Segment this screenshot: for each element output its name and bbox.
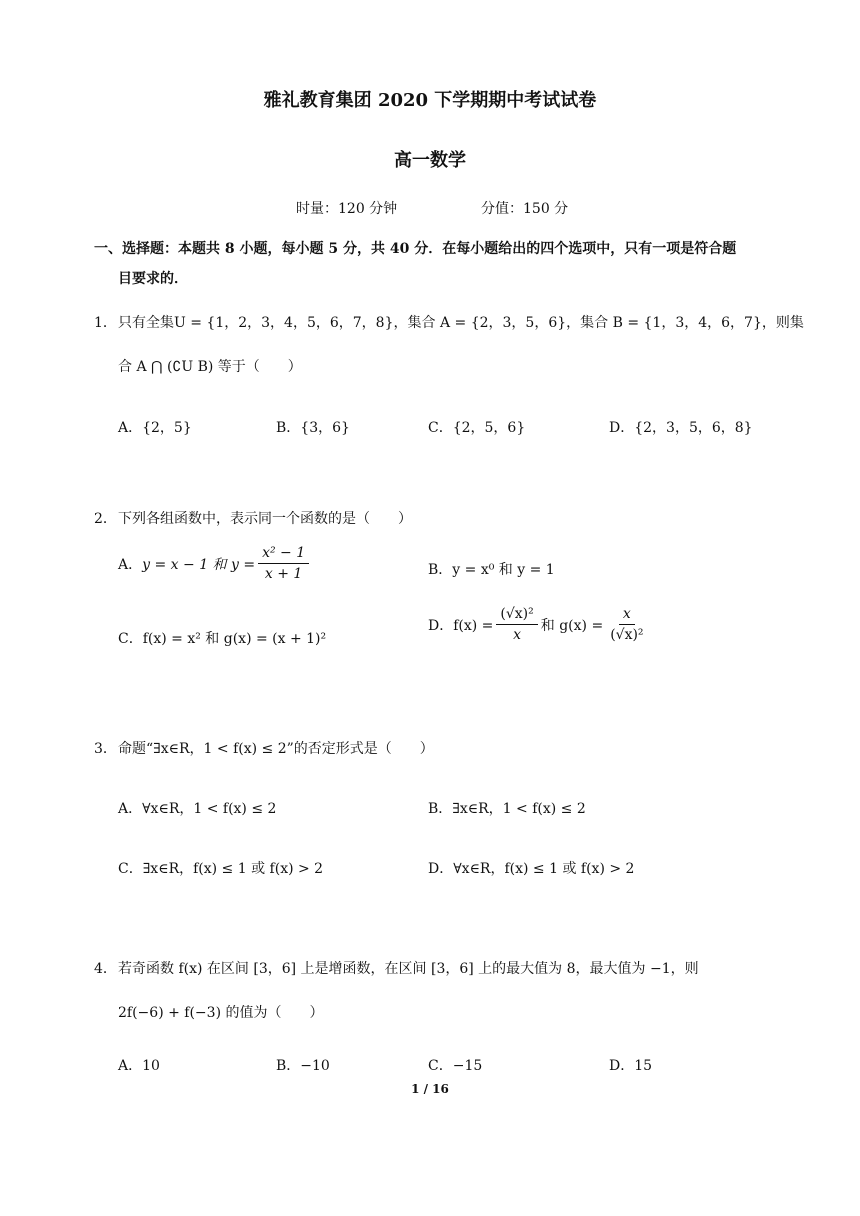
fraction [258,545,309,582]
fraction-denominator: (√x)² [610,627,644,643]
option-b: B．{3，6} [276,420,350,436]
option-d: D．{2，3，5，6，8} [609,420,753,436]
option-d: D．15 [609,1058,653,1074]
question-number: 4． [94,961,117,977]
question-stem: 下列各组函数中，表示同一个函数的是（ ） [118,511,412,527]
option-label: A． [118,556,143,573]
option-c: C．f(x) = x² 和 g(x) = (x + 1)² [118,631,327,647]
fraction-denominator: x [513,627,522,643]
option-b: B．−10 [276,1058,330,1074]
question-stem-line2: 合 A ⋂ (∁U B) 等于（ ） [118,359,302,375]
option-expression-middle: 和 g(x) = [540,617,604,634]
option-a: A．{2，5} [118,420,192,436]
question-number: 1． [94,315,117,331]
option-d [428,606,651,643]
exam-title: 雅礼教育集团 2020 下学期期中考试试卷 [263,90,597,111]
option-a [118,545,312,582]
question-stem-line2: 2f(−6) + f(−3) 的值为（ ） [118,1005,324,1021]
option-a: A．∀x∈R，1 < f(x) ≤ 2 [118,801,277,817]
fraction [606,606,647,643]
option-c: C．{2，5，6} [428,420,526,436]
total-score: 分值：150 分 [481,201,569,217]
option-d: D．∀x∈R，f(x) ≤ 1 或 f(x) > 2 [428,861,635,877]
fraction-denominator: x + 1 [264,566,303,582]
option-b: B．y = x⁰ 和 y = 1 [428,562,555,578]
fraction-numerator: x² − 1 [258,545,309,564]
fraction-numerator: (√x)² [496,606,537,625]
question-stem-line1: 只有全集U = {1，2，3，4，5，6，7，8}，集合 A = {2，3，5，6}，集合 B = {1，3，4，6，7}，则集 [118,315,804,331]
question-number: 2． [94,511,117,527]
option-expression: y = x − 1 和 y = [142,556,256,573]
question-number: 3． [94,741,117,757]
question-stem: 命题“∃x∈R，1 < f(x) ≤ 2”的否定形式是（ ） [118,741,434,757]
option-c: C．∃x∈R，f(x) ≤ 1 或 f(x) > 2 [118,861,324,877]
question-stem-line1: 若奇函数 f(x) 在区间 [3，6] 上是增函数，在区间 [3，6] 上的最大值为 8，最大值为 −1，则 [118,961,699,977]
time-limit: 时量：120 分钟 [296,201,398,217]
subject-title: 高一数学 [394,150,466,171]
option-b: B．∃x∈R，1 < f(x) ≤ 2 [428,801,586,817]
fraction-numerator: x [619,606,635,625]
page-number: 1 / 16 [411,1082,449,1096]
section-heading-line2: 目要求的． [118,271,188,287]
section-heading-line1: 一、选择题：本题共 8 小题，每小题 5 分，共 40 分．在每小题给出的四个选项中，只有一项是符合题 [94,241,737,257]
option-expression-prefix: D．f(x) = [428,617,494,634]
option-c: C．−15 [428,1058,483,1074]
fraction [496,606,537,643]
option-a: A．10 [118,1058,160,1074]
